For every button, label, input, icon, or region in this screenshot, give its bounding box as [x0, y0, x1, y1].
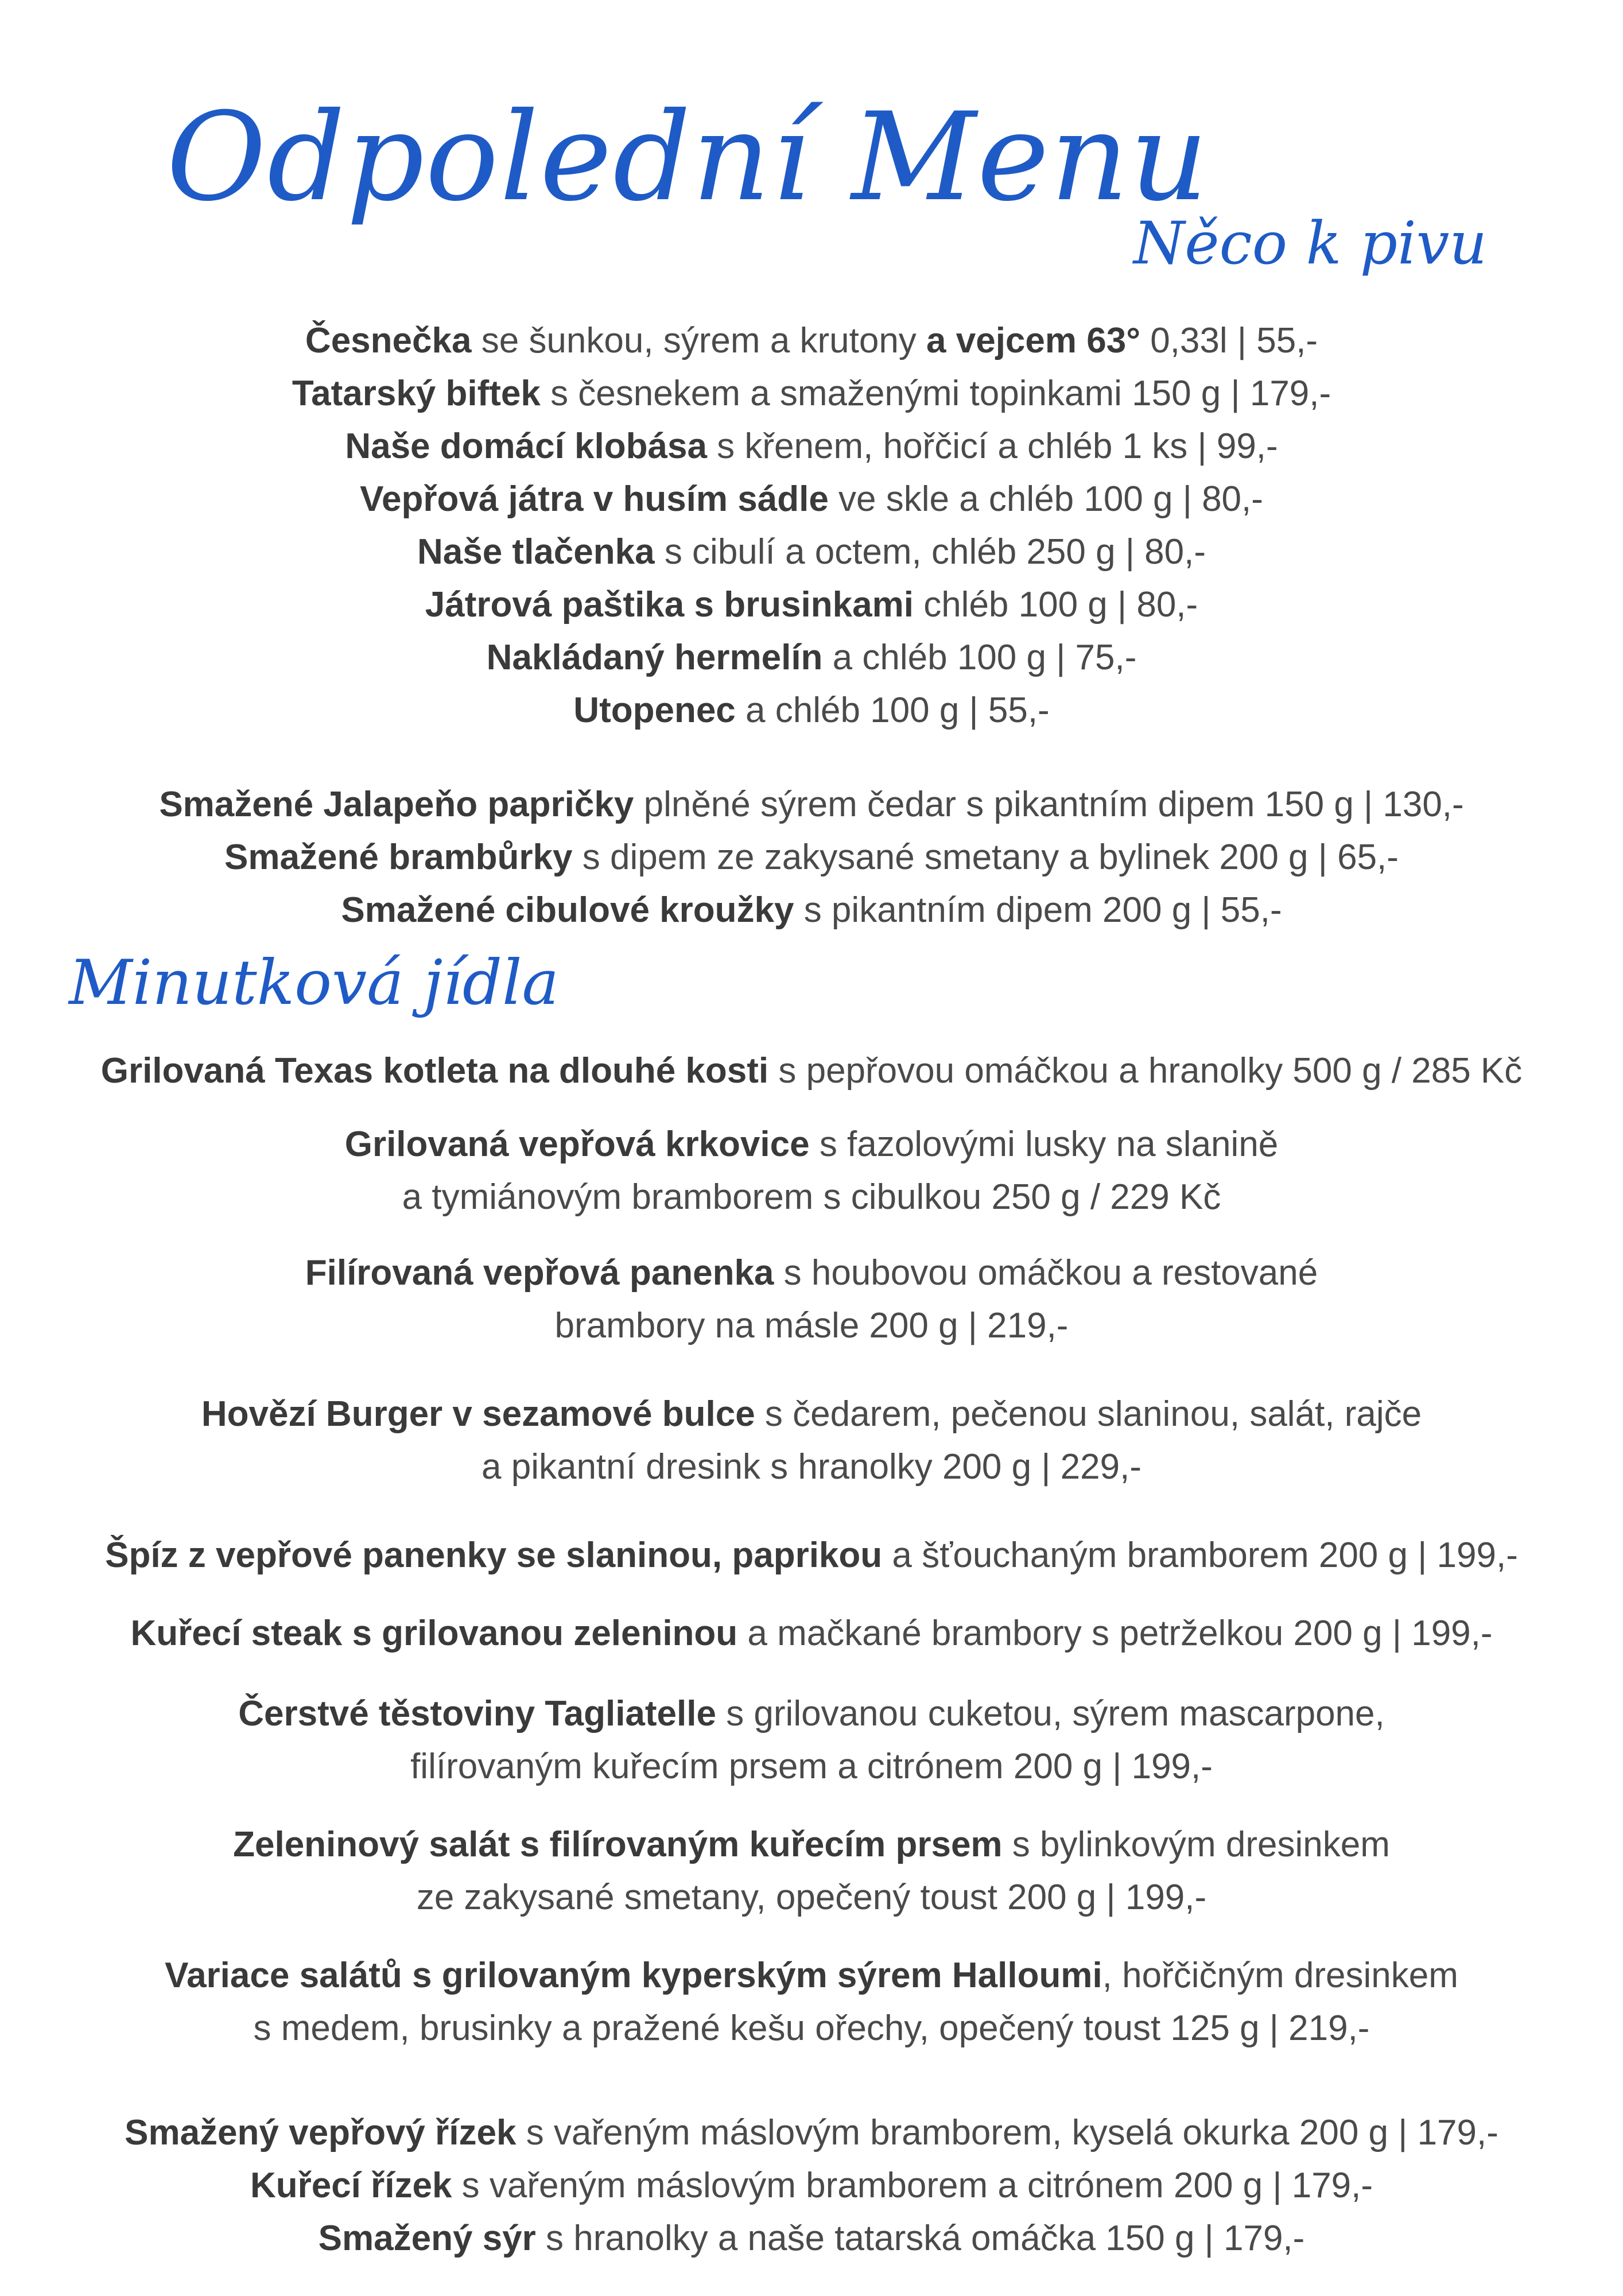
item-description: plněné sýrem čedar s pikantním dipem 150 g | 130,-	[634, 785, 1464, 824]
item-description: a mačkané brambory s petrželkou 200 g | 199,-	[737, 1614, 1493, 1653]
item-description: s pikantním dipem 200 g | 55,-	[794, 890, 1282, 930]
item-description: s houbovou omáčkou a restované	[774, 1253, 1318, 1293]
menu-item	[0, 473, 1623, 526]
item-name: Vepřová játra v husím sádle	[360, 479, 829, 519]
item-description: s cibulí a octem, chléb 250 g | 80,-	[654, 532, 1206, 572]
item-description: s vařeným máslovým bramborem, kyselá okurka 200 g | 179,-	[516, 2113, 1498, 2152]
item-name: Špíz z vepřové panenky se slaninou, paprikou	[105, 1535, 883, 1575]
item-name: Grilovaná vepřová krkovice	[344, 1124, 810, 1164]
item-name: Kuřecí steak s grilovanou zeleninou	[130, 1614, 738, 1653]
item-name: Smažené Jalapeňo papričky	[159, 785, 634, 824]
item-description: s dipem ze zakysané smetany a bylinek 200 g | 65,-	[572, 837, 1399, 877]
item-description: chléb 100 g | 80,-	[913, 585, 1198, 625]
item-price: 0,33l | 55,-	[1140, 321, 1318, 360]
menu-item	[0, 884, 1623, 937]
item-name: Naše domácí klobása	[345, 426, 707, 466]
menu-item	[0, 315, 1623, 367]
item-name: Tatarský biftek	[292, 374, 541, 413]
menu-item	[0, 579, 1623, 631]
item-description: s pepřovou omáčkou a hranolky 500 g / 285 Kč	[768, 1051, 1523, 1091]
item-description: s hranolky a naše tatarská omáčka 150 g | 179,-	[535, 2219, 1305, 2258]
menu-item-continuation	[0, 1171, 1623, 1224]
menu-item-continuation	[0, 1871, 1623, 1924]
item-name: Hovězí Burger v sezamové bulce	[201, 1394, 755, 1434]
item-description: s grilovanou cuketou, sýrem mascarpone,	[716, 1694, 1385, 1733]
item-name: Smažený sýr	[318, 2219, 536, 2258]
item-description: a šťouchaným bramborem 200 g | 199,-	[882, 1535, 1518, 1575]
menu-item	[0, 778, 1623, 831]
menu-item	[0, 684, 1623, 737]
item-description: filírovaným kuřecím prsem a citrónem 200 g | 199,-	[410, 1747, 1213, 1786]
item-name: Smažené cibulové kroužky	[341, 890, 794, 930]
menu-item-continuation	[0, 1300, 1623, 1352]
item-description: ze zakysané smetany, opečený toust 200 g | 199,-	[416, 1878, 1207, 1917]
menu-item-continuation	[0, 2002, 1623, 2055]
item-name: Grilovaná Texas kotleta na dlouhé kosti	[100, 1051, 769, 1091]
menu-item	[0, 2107, 1623, 2159]
menu-item	[0, 2212, 1623, 2265]
item-description: a chléb 100 g | 75,-	[822, 638, 1137, 677]
item-description: s bylinkovým dresinkem	[1002, 1825, 1390, 1864]
item-description: , hořčičným dresinkem	[1102, 1956, 1458, 1995]
item-name: Filírovaná vepřová panenka	[305, 1253, 774, 1293]
item-name-extra: a vejcem 63°	[926, 321, 1140, 360]
menu-item-continuation	[0, 1441, 1623, 1494]
item-name: Zeleninový salát s filírovaným kuřecím prsem	[233, 1825, 1003, 1864]
item-description: ve skle a chléb 100 g | 80,-	[828, 479, 1263, 519]
item-description: s křenem, hořčicí a chléb 1 ks | 99,-	[706, 426, 1278, 466]
item-name: Utopenec	[573, 691, 736, 730]
item-name: Naše tlačenka	[417, 532, 655, 572]
item-description: s česnekem a smaženými topinkami 150 g | 179,-	[540, 374, 1331, 413]
menu-item	[0, 1247, 1623, 1300]
item-name: Játrová paštika s brusinkami	[425, 585, 914, 625]
menu-item	[0, 526, 1623, 579]
menu-item	[0, 1388, 1623, 1441]
section-heading-neco-k-pivu: Něco k pivu	[1133, 210, 1488, 278]
menu-item	[0, 1118, 1623, 1171]
item-description: a pikantní dresink s hranolky 200 g | 229,-	[482, 1447, 1141, 1487]
item-name: Česnečka	[305, 321, 472, 360]
item-name: Smažené brambůrky	[224, 837, 573, 877]
menu-item	[0, 1818, 1623, 1871]
section-heading-minutkova-jidla: Minutková jídla	[69, 947, 559, 1019]
menu-item	[0, 1949, 1623, 2002]
item-description: s fazolovými lusky na slanině	[809, 1124, 1279, 1164]
menu-item	[0, 831, 1623, 884]
menu-item	[0, 1607, 1623, 1660]
item-description: a tymiánovým bramborem s cibulkou 250 g / 229 Kč	[402, 1177, 1221, 1217]
menu-title: Odpolední Menu	[166, 86, 1210, 228]
item-name: Kuřecí řízek	[250, 2166, 452, 2205]
item-name: Nakládaný hermelín	[486, 638, 823, 677]
item-description: a chléb 100 g | 55,-	[735, 691, 1050, 730]
item-name: Smažený vepřový řízek	[125, 2113, 517, 2152]
menu-item	[0, 1529, 1623, 1582]
menu-item	[0, 367, 1623, 420]
menu-item	[0, 1688, 1623, 1740]
menu-item	[0, 631, 1623, 684]
item-description: s čedarem, pečenou slaninou, salát, rajče	[755, 1394, 1422, 1434]
menu-item	[0, 2159, 1623, 2212]
item-name: Čerstvé těstoviny Tagliatelle	[238, 1694, 716, 1733]
menu-item	[0, 1045, 1623, 1097]
item-description: s medem, brusinky a pražené kešu ořechy, opečený toust 125 g | 219,-	[253, 2008, 1370, 2048]
item-name: Variace salátů s grilovaným kyperským sýrem Halloumi	[165, 1956, 1102, 1995]
item-description: brambory na másle 200 g | 219,-	[554, 1306, 1069, 1345]
item-description: se šunkou, sýrem a krutony	[471, 321, 927, 360]
menu-item	[0, 420, 1623, 473]
item-description: s vařeným máslovým bramborem a citrónem 200 g | 179,-	[452, 2166, 1373, 2205]
menu-item-continuation	[0, 1740, 1623, 1793]
